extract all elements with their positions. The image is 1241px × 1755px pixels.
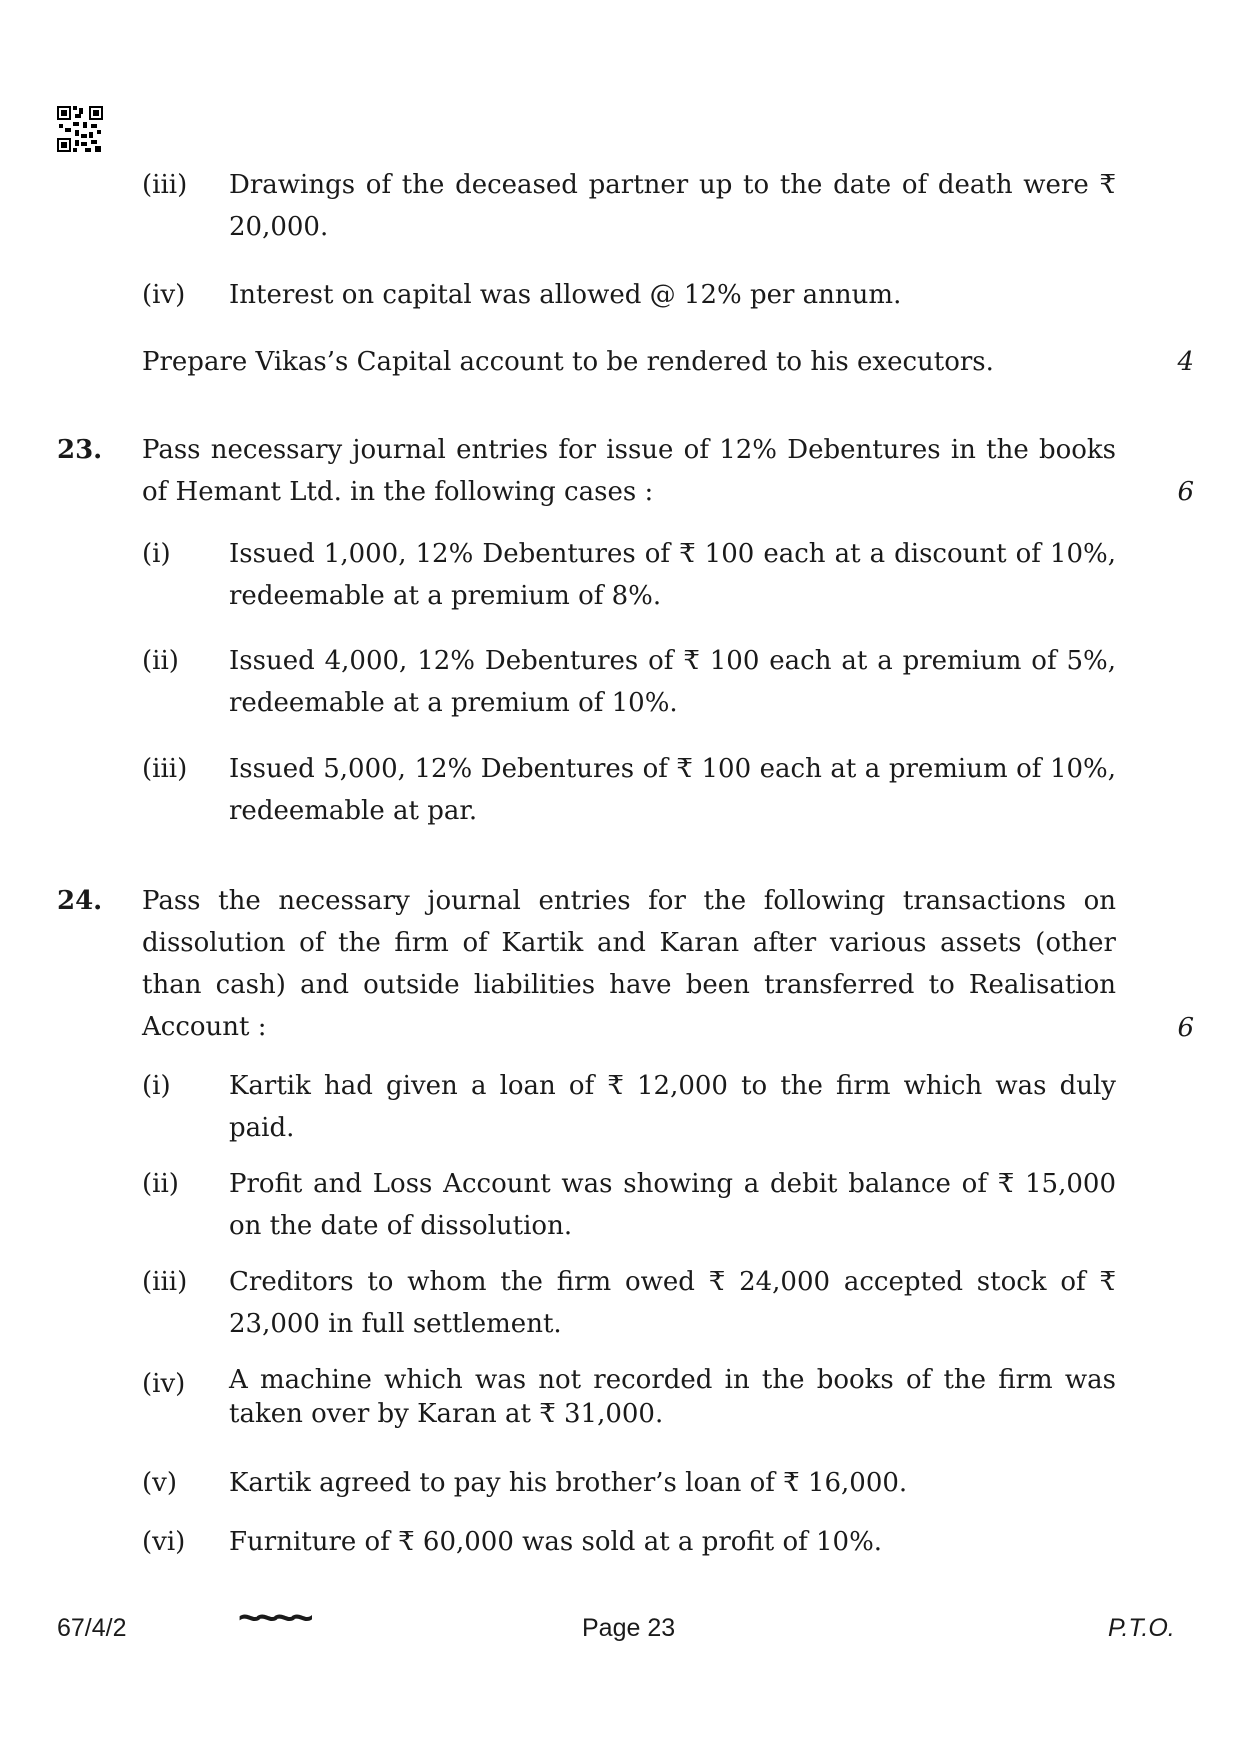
q24-item-label: (iv) [142, 1369, 186, 1399]
q23-item-label: (i) [142, 539, 171, 569]
paper-code: 67/4/2 [57, 1614, 127, 1642]
q24-item-text: A machine which was not recorded in the books of the firm was taken over by Karan at ₹ 31,000. [229, 1365, 1116, 1429]
q24-item-text: Profit and Loss Account was showing a debit balance of ₹ 15,000 on the date of dissolution. [229, 1169, 1116, 1241]
q23-item-text: Issued 1,000, 12% Debentures of ₹ 100 each at a discount of 10%, redeemable at a premium of 8%. [229, 539, 1116, 611]
q22-marks: 4 [1177, 347, 1194, 377]
qr-code-icon [57, 106, 103, 152]
q23-item-label: (iii) [142, 754, 188, 784]
q24-text: Pass the necessary journal entries for the following transactions on dissolution of the firm of Kartik and Karan after various assets (other than cash) and outside liabilities have been transferred to Realisation Account : [142, 886, 1116, 1042]
q22-item-label: (iv) [142, 280, 186, 310]
q23-item-text: Issued 4,000, 12% Debentures of ₹ 100 each at a premium of 5%, redeemable at a premium of 10%. [229, 646, 1116, 718]
q23-number: 23. [57, 435, 103, 465]
q23-item-label: (ii) [142, 646, 179, 676]
q24-number: 24. [57, 886, 103, 916]
q24-item-text: Furniture of ₹ 60,000 was sold at a profit of 10%. [229, 1527, 883, 1557]
q24-item-label: (ii) [142, 1169, 179, 1199]
q24-item-label: (v) [142, 1468, 177, 1498]
q22-instruction: Prepare Vikas’s Capital account to be rendered to his executors. [142, 347, 994, 377]
q23-item-text: Issued 5,000, 12% Debentures of ₹ 100 each at a premium of 10%, redeemable at par. [229, 754, 1116, 826]
q24-item-label: (i) [142, 1071, 171, 1101]
q22-item-text: Drawings of the deceased partner up to the date of death were ₹ 20,000. [229, 170, 1116, 242]
q24-item-text: Kartik had given a loan of ₹ 12,000 to the firm which was duly paid. [229, 1071, 1116, 1143]
q24-item-text: Creditors to whom the firm owed ₹ 24,000 accepted stock of ₹ 23,000 in full settlement. [229, 1267, 1116, 1339]
q22-item-label: (iii) [142, 170, 188, 200]
q24-marks: 6 [1177, 1013, 1194, 1043]
q24-item-label: (iii) [142, 1267, 188, 1297]
q24-item-text: Kartik agreed to pay his brother’s loan of ₹ 16,000. [229, 1468, 908, 1498]
q23-text: Pass necessary journal entries for issue of 12% Debentures in the books of Hemant Ltd. in the following cases : [142, 435, 1116, 507]
q24-item-label: (vi) [142, 1527, 186, 1557]
q23-marks: 6 [1177, 477, 1194, 507]
pto-label: P.T.O. [1108, 1614, 1175, 1642]
page-number: Page 23 [582, 1614, 676, 1642]
footer-ornament: ~~~~ [238, 1596, 308, 1640]
q22-item-text: Interest on capital was allowed @ 12% per annum. [229, 280, 902, 310]
